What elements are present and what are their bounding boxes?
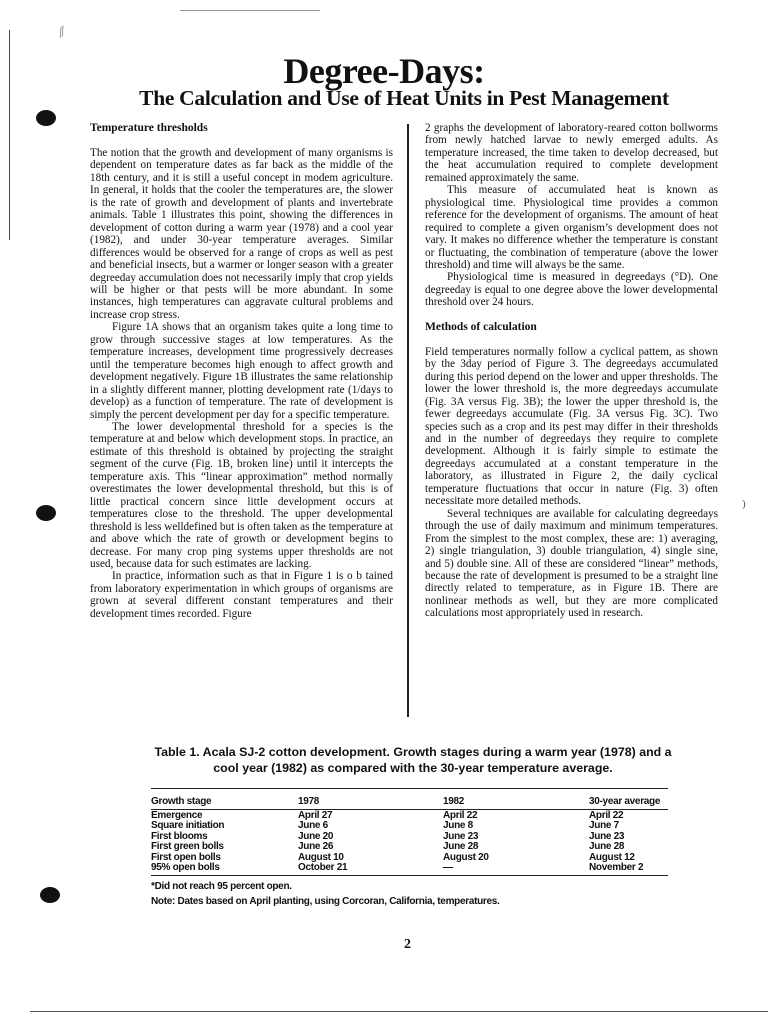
paragraph: This measure of accumulated heat is known as physiological time. Physiological time provides a common reference for the development of organisms. The amount of heat required to complete a given organism’s development does not vary. It makes no difference whether the temperature is constant or fluctuating, the combination of temperature (above the lower threshold) and time will always be the same. <box>425 184 718 271</box>
paragraph: Figure 1A shows that an organism takes quite a long time to grow through successive stages at low temperatures. As the temperature increases, development time progressively decreases until the temperature becomes high enough to affect growth and development negatively. Figure 1B illustrates the same relationship in a slightly different manner, plotting development rate (1/days to develop) as a function of temperature. The rate of development is simply the percent development per day for a specific temperature. <box>90 321 393 421</box>
table-header-cell: Growth stage <box>151 796 212 807</box>
table-bottom-rule <box>151 875 668 876</box>
table-cell: August 10 <box>298 851 344 863</box>
table-cell: October 21 <box>298 862 348 873</box>
table-cell: April 22 <box>443 809 478 821</box>
scan-top-line <box>180 10 320 11</box>
table-row <box>151 842 668 853</box>
page-number: 2 <box>404 937 411 952</box>
section-heading-temperature-thresholds: Temperature thresholds <box>90 122 208 134</box>
table-cell: June 20 <box>298 830 334 842</box>
table-row <box>151 821 668 832</box>
paragraph: In practice, information such as that in Figure 1 is o b tained from laboratory experimentation in which groups of organisms are grown at several different constant temperatures and their development times recorded. Figure <box>90 570 393 620</box>
table-cell: June 26 <box>298 841 334 852</box>
table-note: Note: Dates based on April planting, using Corcoran, California, temperatures. <box>151 896 500 907</box>
section-heading-methods-of-calculation: Methods of calculation <box>425 320 537 333</box>
table-cell: 95% open bolls <box>151 862 220 873</box>
right-column <box>425 122 718 620</box>
table-cell: June 6 <box>298 820 328 831</box>
bottom-scan-rule <box>30 1011 768 1012</box>
table-cell: Square initiation <box>151 820 225 831</box>
table-footer <box>151 881 500 908</box>
punch-hole-middle <box>36 505 56 521</box>
table-cell: June 28 <box>443 841 479 852</box>
page-title: Degree-Days: <box>283 51 485 91</box>
table-cell: August 12 <box>589 851 635 863</box>
table-header-row <box>151 789 668 809</box>
table-cell: June 8 <box>443 820 473 831</box>
paragraph: Field temperatures normally follow a cyclical pattem, as shown by the 3day period of Figure 3. The degreedays accumulated during this period depend on the lower and upper thresholds. The lower the lower threshold is, the more degreedays accumulate (Fig. 3A versus Fig. 3B); the lower the upper threshold is, the fewer degreedays accumulate (Fig. 3A versus Fig. 3C). Two species such as a crop and its pest may differ in their thresholds and in the number of degreedays they require to complete development. Although it is fairly simple to estimate the degreedays accumulated at a constant temperature in the laboratory, as illustrated in Figure 2, the daily cyclical temperature fluctuations that occur in nature (Fig. 3) often necessitate more detailed methods. <box>425 345 718 508</box>
punch-hole-top <box>36 110 56 126</box>
table-cell: November 2 <box>589 862 644 873</box>
table-cell: April 22 <box>589 809 624 821</box>
paragraph: 2 graphs the development of laboratory-reared cotton bollworms from newly hatched larvae to newly emerged adults. As temperature increased, the time taken to develop decreased, but the heat accumulation required to complete development remained approximately the same. <box>425 122 718 184</box>
table-cell: June 28 <box>589 841 625 852</box>
cotton-development-table <box>151 788 668 876</box>
table-cell: June 23 <box>589 830 625 842</box>
table-cell: August 20 <box>443 851 489 863</box>
table-cell: First blooms <box>151 830 208 842</box>
table-cell: June 23 <box>443 830 479 842</box>
table-cell: First open bolls <box>151 851 221 863</box>
paragraph: The notion that the growth and development of many organisms is dependent on temperature dates as far back as the middle of the 18th century, and it is still a useful concept in modem agriculture. In general, it holds that the cooler the temperatures are, the slower is the rate of growth and development of plants and invertebrate animals. Table 1 illustrates this point, showing the differences in development of cotton during a warm year (1978) and a cool year (1982), and under 30-year temperature averages. Similar differences would be observed for a range of crops as well as pest and beneficial insects, but a warmer or longer season with a greater degreeday accumulation does not necessarily imply that crop yields will be higher or that pests will be more abundant. In some instances, high temperatures can aggravate cultural problems and increase crop stress. <box>90 147 393 321</box>
table-header-cell: 1978 <box>298 796 320 807</box>
table-cell: Emergence <box>151 809 203 821</box>
table-cell: — <box>443 862 453 873</box>
page-subtitle: The Calculation and Use of Heat Units in Pest Management <box>139 86 669 110</box>
paragraph: Physiological time is measured in degreedays (°D). One degreeday is equal to one degree above the lower developmental threshold over 24 hours. <box>425 271 718 309</box>
punch-hole-bottom <box>40 887 60 903</box>
column-divider <box>407 124 409 717</box>
table-header-cell: 30-year average <box>589 796 661 807</box>
table-caption: Table 1. Acala SJ-2 cotton development. Growth stages during a warm year (1978) and a cool year (1982) as compared with the 30-year temperature average. <box>154 745 672 775</box>
table-header-cell: 1982 <box>443 796 465 807</box>
left-column <box>90 122 393 620</box>
table-cell: April 27 <box>298 809 333 821</box>
table-cell: First green bolls <box>151 841 224 852</box>
table-row <box>151 863 668 875</box>
paragraph: Several techniques are available for calculating degreedays through the use of daily maximum and minimum temperatures. From the simplest to the most complex, these are: 1) averaging, 2) single triangulation, 3) double triangulation, 4) single sine, and 5) double sine. All of these are considered “linear” methods, because the rate of development is presumed to be a straight line directly related to temperature, as in Figure 1B. There are nonlinear methods as well, but they are more complicated calculations most appropriately used in research. <box>425 507 718 620</box>
scan-mark: ∕∕ <box>56 24 68 41</box>
paragraph: The lower developmental threshold for a species is the temperature at and below which development stops. In practice, an estimate of this threshold is obtained by projecting the straight segment of the curve (Fig. 1B, broken line) until it intercepts the temperature axis. This “linear approximation” method normally overestimates the lower developmental threshold, but this is of little practical concern since little development occurs at temperatures close to the threshold. The upper developmental threshold is less welldefined but is often taken as the temperature at and above which the rate of growth or development begins to decrease. For many crop ping systems upper thresholds are not used, because data for such estimates are lacking. <box>90 420 393 570</box>
table-cell: June 7 <box>589 820 619 831</box>
table-footnote: *Did not reach 95 percent open. <box>151 881 292 892</box>
scan-speck: ) <box>742 498 746 510</box>
